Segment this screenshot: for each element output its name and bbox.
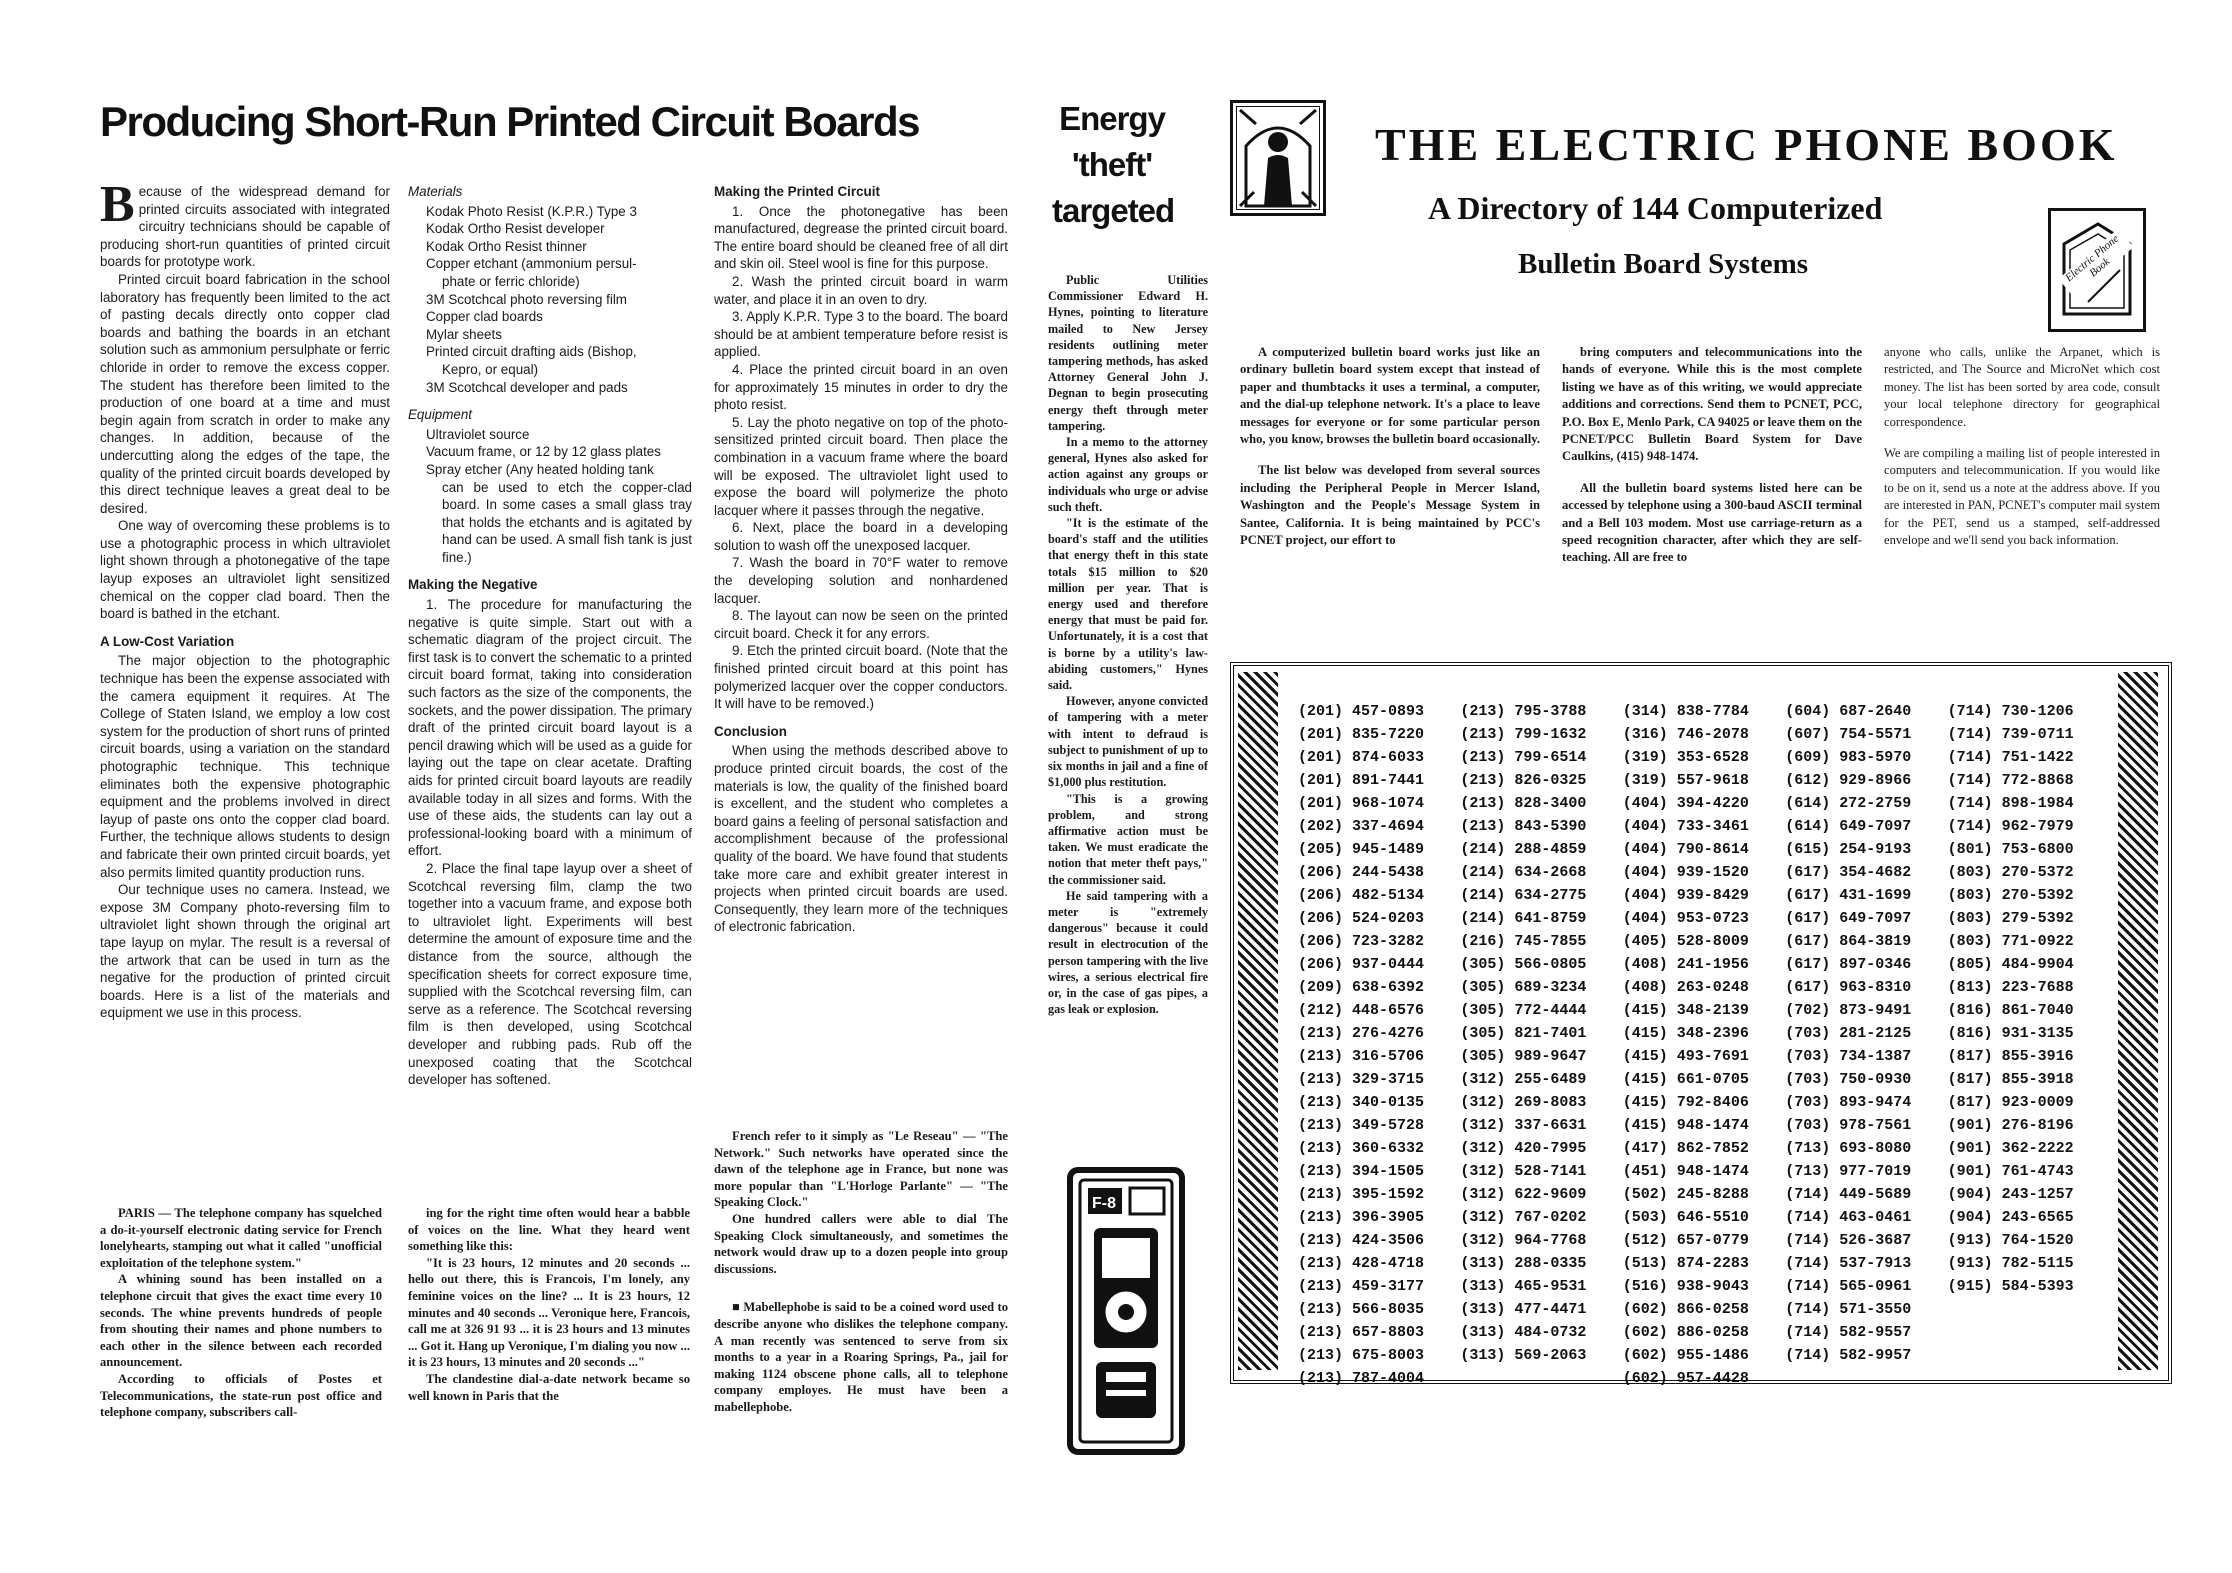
phone-number-entry: (216) 745-7855: [1460, 933, 1587, 950]
article-headline: Producing Short-Run Printed Circuit Boards: [100, 98, 920, 145]
saint-engraving-icon: [1236, 106, 1320, 210]
phone-number-entry: (213) 394-1505: [1298, 1163, 1425, 1180]
energy-headline-line: Energy: [1059, 100, 1165, 137]
phone-number-entry: (714) 772-8868: [1947, 772, 2074, 789]
phone-number-entry: (714) 526-3687: [1785, 1232, 1912, 1249]
phone-number-entry: (703) 750-0930: [1785, 1071, 1912, 1088]
phone-number-entry: (714) 730-1206: [1947, 703, 2074, 720]
phone-column: [1785, 700, 1947, 1390]
low-cost-heading: A Low-Cost Variation: [100, 633, 235, 649]
conclusion-heading: Conclusion: [714, 723, 787, 739]
phone-number-entry: (314) 838-7784: [1622, 703, 1749, 720]
phone-number-entry: (451) 948-1474: [1622, 1163, 1749, 1180]
conclusion-para: When using the methods described above to produce printed circuit boards, the cost of the materials is low, the quality of the finished board is excellent, and the student who completes a board gains a feeling of personal satisfaction and accomplishment because of the professional quality of the board. We have found that students take more care and exhibit greater interest in projects when printed circuit boards are used. Consequently, they learn more of the techniques of electronic fabrication.: [714, 743, 1008, 935]
phone-number-entry: (602) 957-4428: [1622, 1370, 1749, 1387]
phone-number-entry: (213) 566-8035: [1298, 1301, 1425, 1318]
phone-number-entry: (801) 753-6800: [1947, 841, 2074, 858]
phone-number-entry: (312) 337-6631: [1460, 1117, 1587, 1134]
phone-number-entry: (612) 929-8966: [1785, 772, 1912, 789]
energy-headline: [1052, 96, 1175, 234]
phone-book-emblem: [1230, 100, 1326, 216]
pcb-intro-para: Printed circuit board fabrication in the school laboratory has frequently been limited to the act of pasting decals directly onto copper clad boards and bathing the boards in an etchant solution such as ammonium persulphate or ferric chloride in order to remove the excess copper. The student has therefore been limited to the production of one board at a time and must begin again from scratch in order to make any changes. In addition, because of the undercutting along the edges of the tape, the quality of the printed circuit boards developed by this direct technique leaves a great deal to be desired.: [100, 271, 390, 516]
phone-number-entry: (206) 937-0444: [1298, 956, 1425, 973]
phone-number-entry: (404) 953-0723: [1622, 910, 1749, 927]
equipment-heading: Equipment: [408, 407, 473, 423]
phone-number-entry: (713) 977-7019: [1785, 1163, 1912, 1180]
phone-number-entry: (312) 622-9609: [1460, 1186, 1587, 1203]
list-item: Kodak Ortho Resist developer: [426, 221, 605, 237]
phone-number-entry: (714) 739-0711: [1947, 726, 2074, 743]
phone-number-entry: (214) 288-4859: [1460, 841, 1587, 858]
phone-number-entry: (607) 754-5571: [1785, 726, 1912, 743]
energy-para: He said tampering with a meter is "extremely dangerous" because it could result in electrocution of the person tampering with the live wires, a serious electrical fire or, in the case of gas pipes, a gas leak or explosion.: [1048, 888, 1208, 1017]
paris-para: A whining sound has been installed on a telephone circuit that gives the exact time every 10 seconds. The whine prevents hundreds of people from shouting their names and phone numbers to each other in the silence between each recorded announcement.: [100, 1272, 382, 1370]
phone-number-entry: (213) 424-3506: [1298, 1232, 1425, 1249]
paris-column-3: [714, 1128, 1008, 1416]
energy-para: Public Utilities Commissioner Edward H. Hynes, pointing to literature mailed to New Jersey residents outlining meter tampering methods, has asked Attorney General John J. Degnan to begin prosecuting energy theft through meter tampering.: [1048, 273, 1208, 433]
paris-para: According to officials of Postes et Telecommunications, the state-run post office and telephone company, subscribers call-: [100, 1371, 382, 1420]
phone-number-entry: (213) 340-0135: [1298, 1094, 1425, 1111]
phone-intro-para: bring computers and telecommunications into the hands of everyone. While this is the most complete listing we have as of this writing, we would appreciate additions and corrections. Send them to PCNET, PCC, P.O. Box E, Menlo Park, CA 94025 or leave them on the PCNET/PCC Bulletin Board System for Dave Caulkins, (415) 948-1474.: [1562, 345, 1862, 464]
phone-number-entry: (313) 569-2063: [1460, 1347, 1587, 1364]
energy-para: In a memo to the attorney general, Hynes also asked for action against any groups or individuals who urge or advise such theft.: [1048, 435, 1208, 514]
step-para: 2. Wash the printed circuit board in warm water, and place it in an oven to dry.: [714, 273, 1008, 307]
phone-number-entry: (313) 288-0335: [1460, 1255, 1587, 1272]
phone-number-entry: (305) 566-0805: [1460, 956, 1587, 973]
phone-number-entry: (312) 767-0202: [1460, 1209, 1587, 1226]
phone-number-entry: (904) 243-6565: [1947, 1209, 2074, 1226]
step-para: 3. Apply K.P.R. Type 3 to the board. The board should be at ambient temperature before resist is applied.: [714, 309, 1008, 360]
materials-list: [408, 203, 692, 397]
phone-number-entry: (602) 866-0258: [1622, 1301, 1749, 1318]
phone-number-entry: (305) 772-4444: [1460, 1002, 1587, 1019]
right-ornament-border: [2118, 672, 2158, 1370]
paris-column-1: [100, 1205, 382, 1421]
phone-number-entry: (209) 638-6392: [1298, 979, 1425, 996]
pcb-column-3: [714, 183, 1008, 936]
drop-cap: B: [100, 176, 135, 233]
phone-number-entry: (714) 565-0961: [1785, 1278, 1912, 1295]
list-item: Printed circuit drafting aids (Bishop,: [426, 344, 637, 360]
phone-number-entry: (205) 945-1489: [1298, 841, 1425, 858]
phone-intro-column-1: [1240, 344, 1540, 549]
french-para: French refer to it simply as "Le Reseau" — "The Network." Such networks have operated since the dawn of the telephone age in France, but none was more popular than "L'Horloge Parlante" — "The Speaking Clock.": [714, 1129, 1008, 1210]
phone-number-entry: (817) 855-3916: [1947, 1048, 2074, 1065]
phone-number-entry: (614) 649-7097: [1785, 818, 1912, 835]
phone-number-entry: (415) 792-8406: [1622, 1094, 1749, 1111]
phone-number-entry: (415) 348-2139: [1622, 1002, 1749, 1019]
phone-number-entry: (415) 661-0705: [1622, 1071, 1749, 1088]
phone-number-entry: (206) 244-5438: [1298, 864, 1425, 881]
phone-number-entry: (312) 528-7141: [1460, 1163, 1587, 1180]
phone-number-entry: (212) 448-6576: [1298, 1002, 1425, 1019]
energy-headline-line: targeted: [1052, 192, 1175, 229]
phone-number-entry: (213) 799-1632: [1460, 726, 1587, 743]
phone-number-entry: (213) 657-8803: [1298, 1324, 1425, 1341]
phone-number-entry: (617) 963-8310: [1785, 979, 1912, 996]
phone-number-entry: (415) 348-2396: [1622, 1025, 1749, 1042]
paris-para: PARIS — The telephone company has squelched a do-it-yourself electronic dating service for French lonelyhearts, stamping out what it called "unofficial exploitation of the telephone system.": [100, 1206, 382, 1270]
phone-number-entry: (213) 799-6514: [1460, 749, 1587, 766]
phone-number-entry: (201) 874-6033: [1298, 749, 1425, 766]
phone-number-entry: (313) 484-0732: [1460, 1324, 1587, 1341]
low-cost-para: The major objection to the photographic technique has been the expense associated with the camera equipment it requires. At The College of Staten Island, we employ a low cost system for the production of short runs of printed circuit boards, using a variation on the standard photographic technique. This technique eliminates both the expensive photographic equipment and the problems involved in direct layup of paste ons onto the copper clad board. Further, the technique allows students to design and fabricate their own printed circuit boards, yet also permits limited quantity production runs.: [100, 653, 390, 880]
printed-circuit-heading: Making the Printed Circuit: [714, 184, 880, 199]
energy-para: However, anyone convicted of tampering with a meter with intent to defraud is subject to punishment of up to six months in jail and a fine of $1,000 plus restitution.: [1048, 694, 1208, 790]
phone-number-entry: (714) 571-3550: [1785, 1301, 1912, 1318]
phone-column: [1460, 700, 1622, 1390]
phone-number-entry: (915) 584-5393: [1947, 1278, 2074, 1295]
phone-number-entry: (305) 689-3234: [1460, 979, 1587, 996]
phone-number-entry: (617) 897-0346: [1785, 956, 1912, 973]
phone-number-entry: (214) 634-2668: [1460, 864, 1587, 881]
phone-number-entry: (617) 649-7097: [1785, 910, 1912, 927]
negative-para: 2. Place the final tape layup over a sheet of Scotchcal reversing film, clamp the two together into a vacuum frame, and expose both to ultraviolet light. Experiments will best determine the amount of exposure time and the distance from the source, although the specification sheets for correct exposure time, supplied with the Scotchcal reversing film, can serve as a reference. The Scotchcal reversing film is then developed, using Scotchcal developer and rubbing pads. Rub off the unexposed coating that the Scotchcal developer has softened.: [408, 860, 692, 1088]
phone-number-entry: (714) 582-9957: [1785, 1347, 1912, 1364]
phone-number-entry: (702) 873-9491: [1785, 1002, 1912, 1019]
negative-para: 1. The procedure for manufacturing the negative is quite simple. Start out with a schematic diagram of the project circuit. The first task is to convert the schematic to a printed circuit board format, taking into consideration such factors as the size of the components, the sockets, and the power dissipation. The primary draft of the printed circuit board layout is a pencil drawing which will be used as a guide for laying out the tape on clear acetate. Drafting aids for printed circuit board layouts are readily available today in all sizes and forms. With the use of these aids, the students can lay out a professional-looking board with a minimum of effort.: [408, 597, 692, 859]
phone-number-entry: (703) 281-2125: [1785, 1025, 1912, 1042]
phone-number-entry: (404) 733-3461: [1622, 818, 1749, 835]
phone-number-entry: (913) 782-5115: [1947, 1255, 2074, 1272]
phone-number-entry: (312) 255-6489: [1460, 1071, 1587, 1088]
phone-intro-para: We are compiling a mailing list of people interested in computers and telecommunication. If you would like to be on it, send us a note at the address above. If you are interested in PAN, PCNET's computer mail system for the PET, send us a stamped, self-addressed envelope and we'll send you back information.: [1884, 446, 2160, 548]
pcb-intro-para: ecause of the widespread demand for printed circuits associated with integrated circuitry technicians should be capable of producing short-run quantities of printed circuit boards for prototype work.: [100, 184, 390, 270]
phone-number-entry: (503) 646-5510: [1622, 1209, 1749, 1226]
list-item: Mylar sheets: [426, 326, 502, 342]
list-item: 3M Scotchcal developer and pads: [426, 379, 628, 395]
paris-column-2: [408, 1205, 690, 1404]
paris-para: ing for the right time often would hear a babble of voices on the line. What they heard went something like this:: [408, 1206, 690, 1254]
phone-number-entry: (201) 457-0893: [1298, 703, 1425, 720]
phone-number-grid: [1298, 700, 2110, 1390]
phone-number-entry: (404) 790-8614: [1622, 841, 1749, 858]
phone-book-subtitle: Bulletin Board Systems: [1518, 248, 1809, 280]
paris-para: "It is 23 hours, 12 minutes and 20 seconds ... hello out there, this is Francois, I'm lonely, any feminine voices on the line? ... It is 23 hours, 12 minutes and 40 seconds ... Veronique here, Francois, call me at 326 91 93 ... it is 23 hours and 13 minutes ... Got it. Hang up Veronique, I'm dialing you now ... it is 23 hours, 13 minutes and 20 seconds ...": [408, 1255, 690, 1370]
phone-number-entry: (404) 939-1520: [1622, 864, 1749, 881]
phone-column: [1298, 700, 1460, 1390]
phone-number-entry: (201) 835-7220: [1298, 726, 1425, 743]
phone-number-entry: (714) 537-7913: [1785, 1255, 1912, 1272]
phone-number-entry: (714) 449-5689: [1785, 1186, 1912, 1203]
phone-column: [1948, 700, 2110, 1390]
phone-number-entry: (805) 484-9904: [1947, 956, 2074, 973]
phone-number-entry: (615) 254-9193: [1785, 841, 1912, 858]
phone-number-entry: (714) 962-7979: [1947, 818, 2074, 835]
phone-number-entry: (803) 270-5372: [1947, 864, 2074, 881]
phone-number-entry: (214) 634-2775: [1460, 887, 1587, 904]
phone-number-entry: (901) 276-8196: [1947, 1117, 2074, 1134]
phone-number-entry: (201) 968-1074: [1298, 795, 1425, 812]
phone-number-entry: (206) 482-5134: [1298, 887, 1425, 904]
phone-number-entry: (313) 465-9531: [1460, 1278, 1587, 1295]
phone-number-entry: (602) 955-1486: [1622, 1347, 1749, 1364]
list-item: Ultraviolet source: [426, 426, 530, 442]
phone-number-entry: (312) 420-7995: [1460, 1140, 1587, 1157]
phone-number-entry: (213) 428-4718: [1298, 1255, 1425, 1272]
phone-number-entry: (213) 826-0325: [1460, 772, 1587, 789]
phone-number-entry: (201) 891-7441: [1298, 772, 1425, 789]
phone-number-entry: (816) 861-7040: [1947, 1002, 2074, 1019]
phone-number-entry: (213) 329-3715: [1298, 1071, 1425, 1088]
phone-intro-para: A computerized bulletin board works just like an ordinary bulletin board system except that instead of paper and thumbtacks it uses a terminal, a computer, and the dial-up telephone network. It's a place to leave messages for everyone or for some particular person who, you know, browses the bulletin board occasionally.: [1240, 345, 1540, 447]
pcb-column-2: [408, 183, 692, 1089]
list-item: Copper etchant (ammonium persul-: [426, 256, 637, 272]
phone-intro-para: The list below was developed from several sources including the Peripheral People in Mercer Island, Washington and the People's Message System in Santee, California. It is being maintained by PCC's PCNET project, our effort to: [1240, 463, 1540, 548]
step-para: 4. Place the printed circuit board in an oven for approximately 15 minutes in order to dry the photo resist.: [714, 361, 1008, 413]
step-para: 9. Etch the printed circuit board. (Note that the finished printed circuit board at this point has polymerized lacquer over the copper conductors. It will have to be removed.): [714, 643, 1008, 712]
step-para: 7. Wash the board in 70°F water to remove the developing solution and nonhardened lacquer.: [714, 555, 1008, 606]
phone-number-entry: (316) 746-2078: [1622, 726, 1749, 743]
phone-number-entry: (703) 734-1387: [1785, 1048, 1912, 1065]
phone-number-entry: (408) 241-1956: [1622, 956, 1749, 973]
phone-number-entry: (617) 354-4682: [1785, 864, 1912, 881]
phone-intro-para: anyone who calls, unlike the Arpanet, which is restricted, and The Source and MicroNet which cost money. The list has been sorted by area code, consult your local telephone directory for geographical correspondence.: [1884, 345, 2160, 429]
list-item: Spray etcher (Any heated holding tank: [426, 461, 654, 477]
mabellephobe-para: ■ Mabellephobe is said to be a coined word used to describe anyone who dislikes the telephone company. A man recently was sentenced to serve from six months to a year in a Roaring Springs, Pa., jail for making 1124 obscene phone calls, all to telephone company employes. He must have been a mabellephobe.: [714, 1300, 1008, 1414]
phone-number-entry: (405) 528-8009: [1622, 933, 1749, 950]
low-cost-para: Our technique uses no camera. Instead, we expose 3M Company photo-reversing film to ultraviolet light shown through the original art tape layup on mylar. The result is a reversal of the artwork that can be used in turn as the negative for the production of printed circuit boards. Here is a list of the materials and equipment we use in this process.: [100, 882, 390, 1021]
energy-para: "It is the estimate of the board's staff and the utilities that energy theft in this state totals $15 million to $20 million per year. That is energy used and therefore energy that must be paid for. Unfortunately, it is a cost that is borne by a utility's law-abiding customers," Hynes said.: [1048, 516, 1208, 693]
energy-column: [1048, 272, 1208, 1017]
phone-number-entry: (512) 657-0779: [1622, 1232, 1749, 1249]
negative-heading: Making the Negative: [408, 577, 538, 593]
list-item: Vacuum frame, or 12 by 12 glass plates: [426, 444, 661, 460]
list-item: can be used to etch the copper-clad board. In some cases a small glass tray that holds the etchants and is agitated by hand can be used. A small fish tank is just fine.): [442, 479, 692, 565]
step-para: 6. Next, place the board in a developing solution to wash off the unexposed lacquer.: [714, 520, 1008, 553]
book-stamp: [2048, 208, 2146, 332]
phone-number-entry: (319) 557-9618: [1622, 772, 1749, 789]
step-para: 1. Once the photonegative has been manufactured, degrease the printed circuit board. The entire board should be cleaned free of all dirt and skin oil. Steel wool is fine for this purpose.: [714, 203, 1008, 272]
french-para: One hundred callers were able to dial The Speaking Clock simultaneously, and sometimes the network would draw up to a dozen people into group discussions.: [714, 1211, 1008, 1276]
phone-number-entry: (703) 893-9474: [1785, 1094, 1912, 1111]
phone-number-entry: (213) 276-4276: [1298, 1025, 1425, 1042]
phone-book-subtitle: A Directory of 144 Computerized: [1428, 190, 1883, 226]
phone-number-entry: (305) 821-7401: [1460, 1025, 1587, 1042]
left-ornament-border: [1238, 672, 1278, 1370]
phone-number-entry: (617) 864-3819: [1785, 933, 1912, 950]
phone-number-entry: (714) 463-0461: [1785, 1209, 1912, 1226]
phone-number-entry: (609) 983-5970: [1785, 749, 1912, 766]
phone-number-entry: (213) 459-3177: [1298, 1278, 1425, 1295]
phone-number-entry: (516) 938-9043: [1622, 1278, 1749, 1295]
equipment-list: [408, 426, 692, 567]
phone-number-entry: (913) 764-1520: [1947, 1232, 2074, 1249]
phone-number-entry: (214) 641-8759: [1460, 910, 1587, 927]
phone-book-title: THE ELECTRIC PHONE BOOK: [1375, 119, 2118, 170]
phone-number-entry: (305) 989-9647: [1460, 1048, 1587, 1065]
phone-number-entry: (415) 948-1474: [1622, 1117, 1749, 1134]
phone-number-entry: (213) 360-6332: [1298, 1140, 1425, 1157]
phone-number-entry: (319) 353-6528: [1622, 749, 1749, 766]
list-item: 3M Scotchcal photo reversing film: [426, 291, 627, 307]
book-stamp-text: Electric Phone Book: [2058, 229, 2133, 298]
step-para: 5. Lay the photo negative on top of the photo-sensitized printed circuit board. Then place the combination in a vacuum frame where the board will be exposed. The ultraviolet light used to expose the board will polymerize the photo lacquer where it passes through the negative.: [714, 414, 1008, 518]
phone-number-entry: (813) 223-7688: [1947, 979, 2074, 996]
phone-number-entry: (202) 337-4694: [1298, 818, 1425, 835]
phone-intro-column-2: [1562, 344, 1862, 567]
phone-number-entry: (714) 898-1984: [1947, 795, 2074, 812]
svg-text:F-8: F-8: [1092, 1195, 1116, 1212]
phone-number-entry: (213) 843-5390: [1460, 818, 1587, 835]
list-item: Kodak Ortho Resist thinner: [426, 238, 587, 254]
pcb-column-1: [100, 176, 390, 1022]
phone-number-entry: (617) 431-1699: [1785, 887, 1912, 904]
phone-number-entry: (817) 923-0009: [1947, 1094, 2074, 1111]
phone-number-entry: (213) 396-3905: [1298, 1209, 1425, 1226]
phone-number-entry: (713) 693-8080: [1785, 1140, 1912, 1157]
phone-number-entry: (404) 939-8429: [1622, 887, 1749, 904]
phone-number-entry: (417) 862-7852: [1622, 1140, 1749, 1157]
phone-number-entry: (816) 931-3135: [1947, 1025, 2074, 1042]
pcb-intro-para: One way of overcoming these problems is to use a photographic process in which ultraviolet light shown through a photonegative of the tape layup exposes an ultraviolet light sensitized chemical on the copper clad board. Then the board is bathed in the etchant.: [100, 518, 390, 622]
energy-para: "This is a growing problem, and strong affirmative action must be taken. We must eradicate the notion that meter theft pays," the commissioner said.: [1048, 791, 1208, 887]
phone-number-entry: (404) 394-4220: [1622, 795, 1749, 812]
phone-number-entry: (502) 245-8288: [1622, 1186, 1749, 1203]
phone-number-entry: (817) 855-3918: [1947, 1071, 2074, 1088]
phone-number-entry: (213) 828-3400: [1460, 795, 1587, 812]
phone-number-entry: (213) 787-4004: [1298, 1370, 1425, 1387]
phone-number-entry: (901) 761-4743: [1947, 1163, 2074, 1180]
phone-number-entry: (703) 978-7561: [1785, 1117, 1912, 1134]
phone-number-entry: (714) 751-1422: [1947, 749, 2074, 766]
phone-number-entry: (213) 675-8003: [1298, 1347, 1425, 1364]
phone-number-entry: (803) 270-5392: [1947, 887, 2074, 904]
list-item: Kodak Photo Resist (K.P.R.) Type 3: [426, 203, 637, 219]
materials-heading: Materials: [408, 184, 463, 199]
phone-number-entry: (206) 524-0203: [1298, 910, 1425, 927]
phone-number-entry: (206) 723-3282: [1298, 933, 1425, 950]
phone-column: [1623, 700, 1785, 1390]
list-item: Kepro, or equal): [442, 361, 539, 377]
phone-number-entry: (213) 395-1592: [1298, 1186, 1425, 1203]
phone-number-entry: (602) 886-0258: [1622, 1324, 1749, 1341]
energy-headline-line: 'theft': [1071, 146, 1153, 183]
list-item: phate or ferric chloride): [442, 273, 580, 289]
pay-phone-illustration: [1066, 1166, 1186, 1456]
phone-number-entry: (614) 272-2759: [1785, 795, 1912, 812]
phone-number-entry: (312) 269-8083: [1460, 1094, 1587, 1111]
phone-number-entry: (213) 316-5706: [1298, 1048, 1425, 1065]
phone-number-entry: (312) 964-7768: [1460, 1232, 1587, 1249]
phone-number-entry: (904) 243-1257: [1947, 1186, 2074, 1203]
phone-number-entry: (714) 582-9557: [1785, 1324, 1912, 1341]
phone-number-entry: (901) 362-2222: [1947, 1140, 2074, 1157]
phone-number-entry: (803) 771-0922: [1947, 933, 2074, 950]
paris-para: The clandestine dial-a-date network became so well known in Paris that the: [408, 1371, 690, 1403]
phone-number-entry: (408) 263-0248: [1622, 979, 1749, 996]
phone-number-entry: (604) 687-2640: [1785, 703, 1912, 720]
phone-number-entry: (803) 279-5392: [1947, 910, 2074, 927]
phone-number-entry: (313) 477-4471: [1460, 1301, 1587, 1318]
phone-number-entry: (415) 493-7691: [1622, 1048, 1749, 1065]
phone-intro-para: All the bulletin board systems listed here can be accessed by telephone using a 300-baud ASCII terminal and a Bell 103 modem. Most use carriage-return as a speed recognition character, after which they are self-teaching. All are free to: [1562, 480, 1862, 565]
phone-number-entry: (213) 349-5728: [1298, 1117, 1425, 1134]
phone-intro-column-3: [1884, 344, 2160, 549]
list-item: Copper clad boards: [426, 309, 543, 325]
phone-number-entry: (213) 795-3788: [1460, 703, 1587, 720]
phone-number-entry: (513) 874-2283: [1622, 1255, 1749, 1272]
step-para: 8. The layout can now be seen on the printed circuit board. Check it for any errors.: [714, 608, 1008, 641]
